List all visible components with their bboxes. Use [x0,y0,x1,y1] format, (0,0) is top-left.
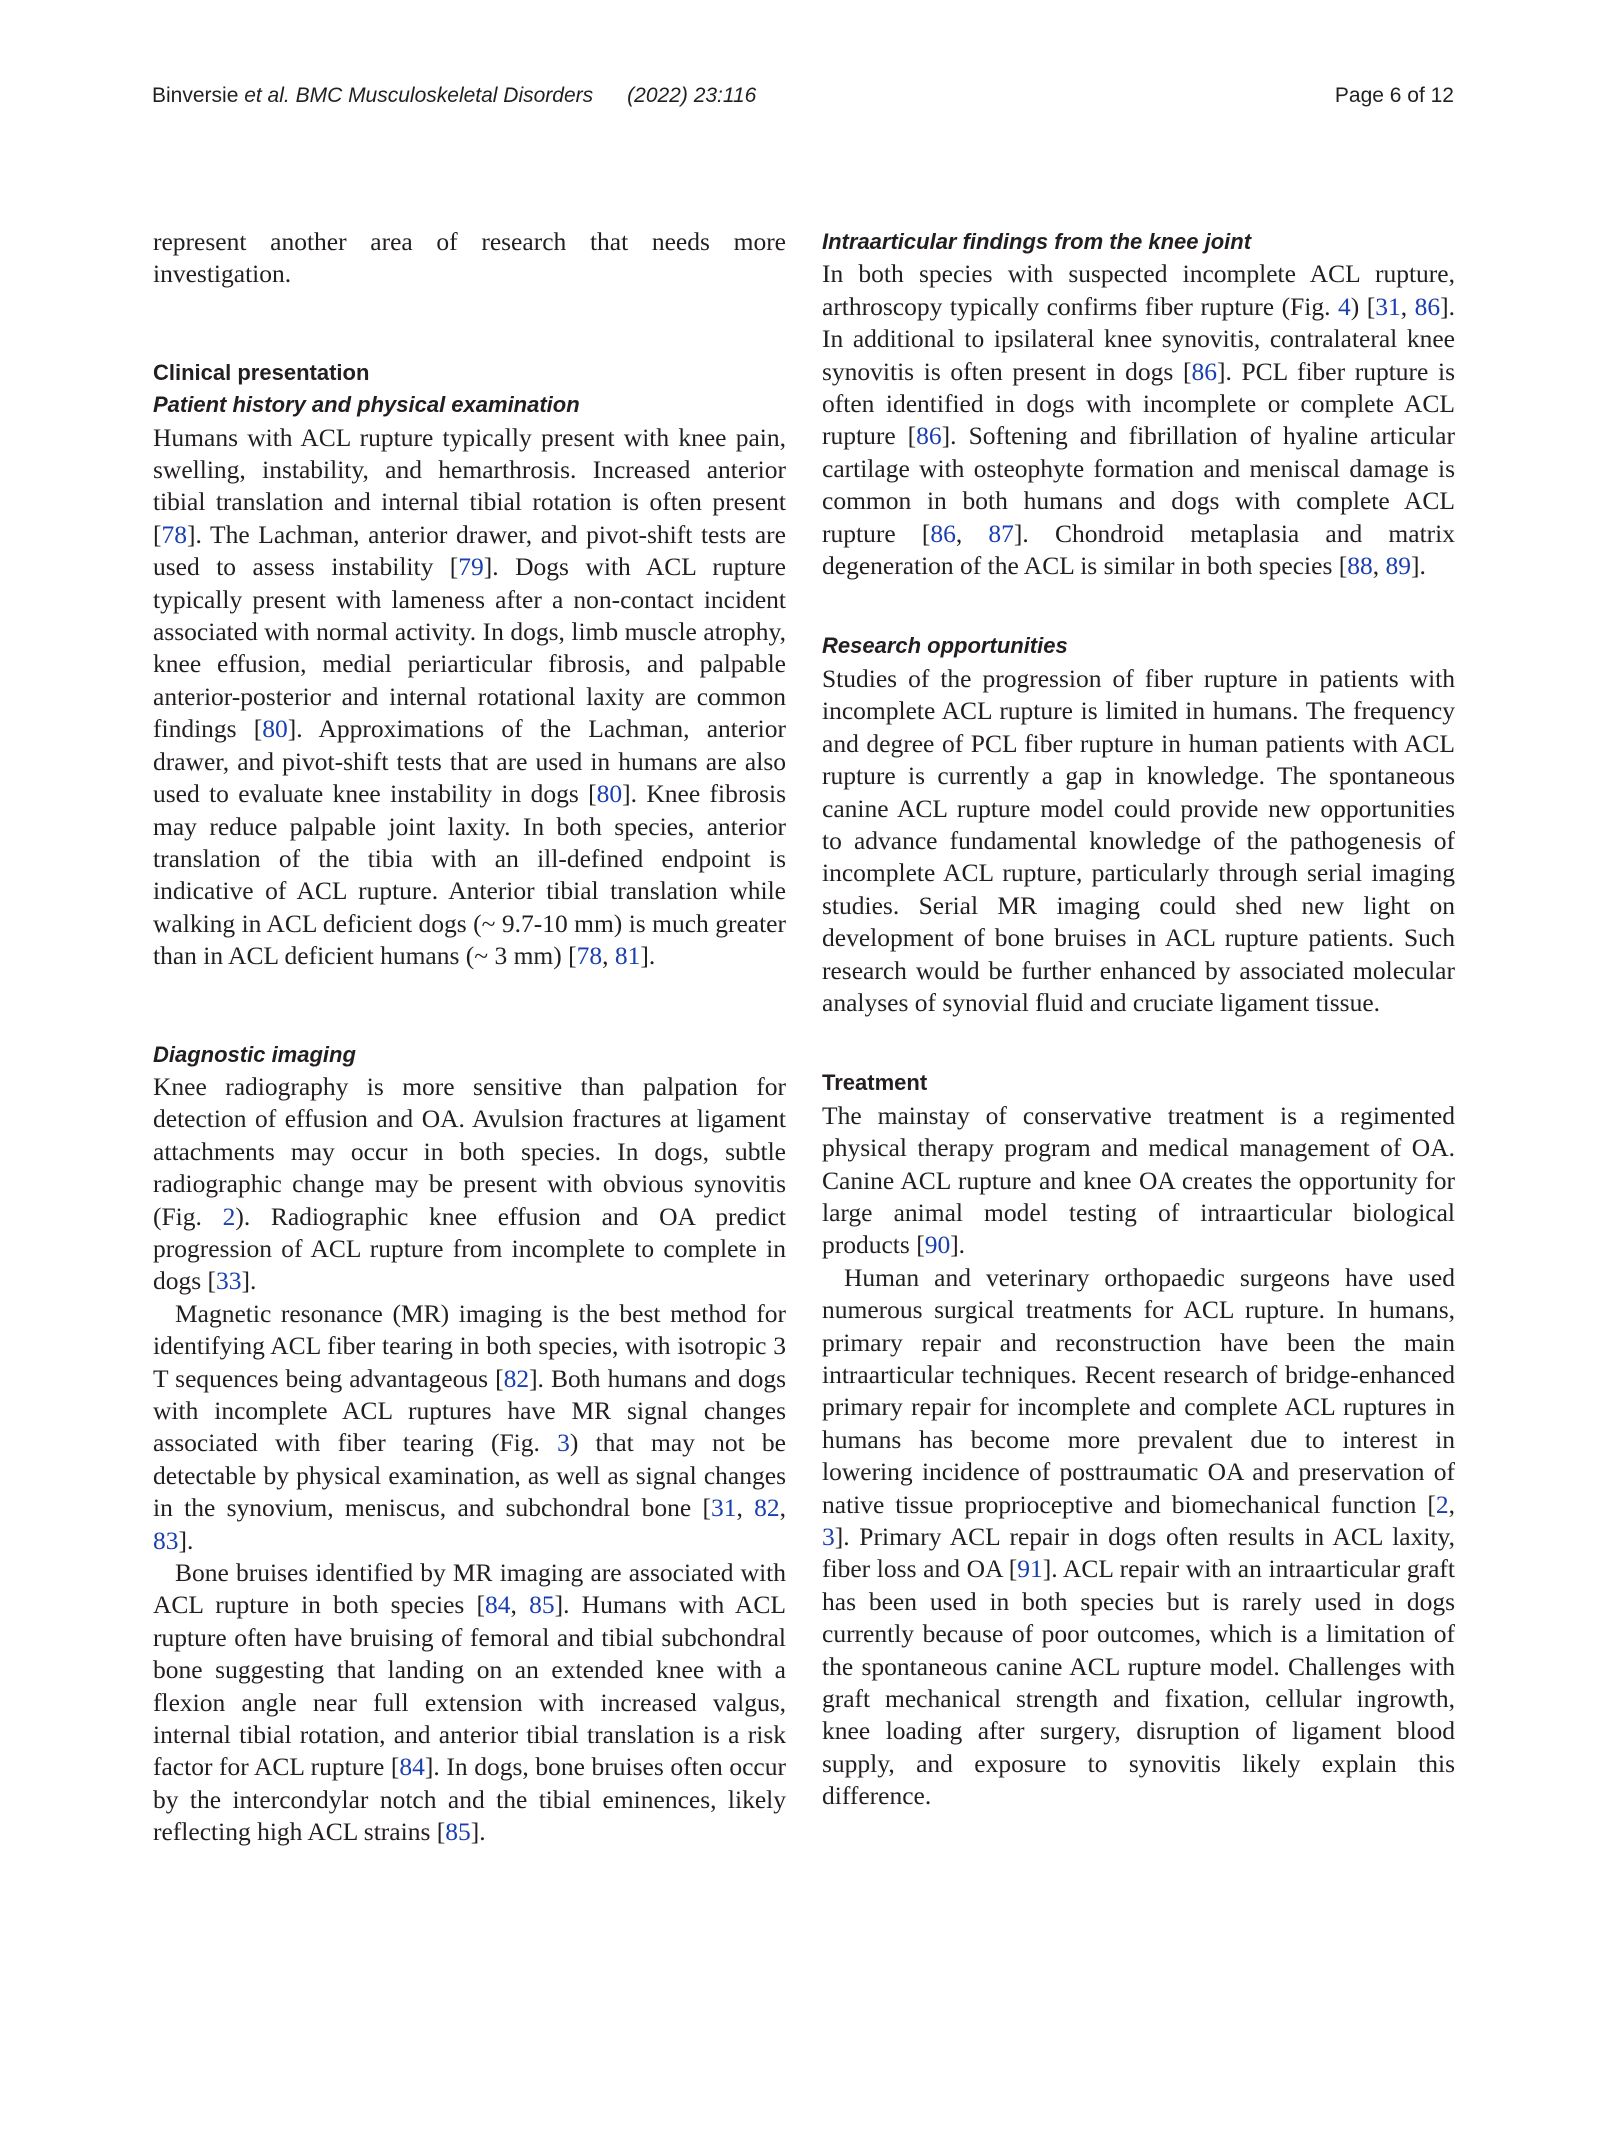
citation-link[interactable]: 90 [924,1230,951,1260]
citation-link[interactable]: 3 [557,1428,570,1458]
text-run: ]. [1410,551,1426,581]
citation-link[interactable]: 2 [222,1201,236,1231]
citation-link[interactable]: 84 [485,1590,511,1620]
paragraph-treatment-2 [822,1262,1455,1813]
citation-link[interactable]: 85 [445,1817,471,1847]
text-run: ]. The Lachman, anterior drawer, and pivot-shift tests are used to assess instability [ [153,519,786,582]
text-run: ]. In dogs, bone bruises often occur by the intercondylar notch and the tibial eminences, likely reflecting high ACL strains [ [153,1752,786,1847]
text-run: Magnetic resonance (MR) imaging is the best method for identifying ACL fiber tearing in both species, with isotropic 3 T sequences being advantageous [ [153,1298,786,1393]
citation-link[interactable]: 80 [596,779,623,809]
text-run: ]. Knee fibrosis may reduce palpable joint laxity. In both species, anterior translation of the tibia with an ill-defined endpoint is indicative of ACL rupture. Anterior tibial translation while walking in ACL deficient dogs (~ 9.7-10 mm) is much greater than in ACL deficient humans (~ 3 mm) [ [153,779,786,971]
heading-clinical-presentation: Clinical presentation [153,359,370,385]
text-run: ) that may not be detectable by physical examination, as well as signal changes in the synovium, meniscus, and subchondral bone [ [153,1428,786,1523]
citation-link[interactable]: 86 [930,518,956,548]
citation-link[interactable]: 82 [754,1493,780,1523]
citation-link[interactable]: 31 [710,1493,737,1523]
text-run: ]. [178,1525,194,1555]
citation-link[interactable]: 87 [988,518,1014,548]
citation-link[interactable]: 4 [1338,291,1351,321]
text-run: , [1448,1489,1455,1519]
text-run: , [736,1493,755,1523]
paragraph-imaging-3 [153,1557,786,1849]
text-run: ]. Both humans and dogs with incomplete ACL ruptures have MR signal changes associated with fiber tearing (Fig. [153,1363,786,1458]
citation-link[interactable]: 80 [262,714,288,744]
text-run: , [510,1590,530,1620]
citation-link[interactable]: 78 [161,519,187,549]
left-column [153,226,786,1849]
text-run: , [602,941,615,971]
citation-link[interactable]: 33 [216,1266,242,1296]
text-run: ]. Dogs with ACL rupture typically present with lameness after a non-contact incident associated with normal activity. In dogs, limb muscle atrophy, knee effusion, medial periarticular fibrosis, and palpable anterior-posterior and internal rotational laxity are common findings [ [153,552,787,744]
heading-diagnostic-imaging: Diagnostic imaging [153,1041,356,1067]
text-run: ]. Approximations of the Lachman, anterior drawer, and pivot-shift tests that are used in humans are also used to evaluate knee instability in dogs [ [153,714,786,809]
paragraph-research [822,663,1455,1019]
text-run: In both species with suspected incomplete ACL rupture, arthroscopy typically confirms fiber rupture (Fig. [822,259,1455,321]
text-run: Human and veterinary orthopaedic surgeons have used numerous surgical treatments for ACL rupture. In humans, primary repair and reconstruction have been the main intraarticular techniques. Recent research of bridge-enhanced primary repair for incomplete and complete ACL ruptures in humans has become more prevalent due to interest in lowering incidence of posttraumatic OA and preservation of native tissue proprioceptive and biomechanical function [ [822,1262,1455,1519]
text-run: ]. Humans with ACL rupture often have bruising of femoral and tibial subchondral bone suggesting that landing on an extended knee with a flexion angle near full extension with increased valgus, internal tibial rotation, and anterior tibial translation is a risk factor for ACL rupture [ [153,1590,786,1782]
running-header [152,84,756,108]
citation-link[interactable]: 78 [576,941,603,971]
text-run: ]. In additional to ipsilateral knee synovitis, contralateral knee synovitis is often present in dogs [ [822,291,1456,386]
citation-link[interactable]: 85 [529,1590,555,1620]
text-run: Studies of the progression of fiber rupture in patients with incomplete ACL rupture is limited in humans. The frequency and degree of PCL fiber rupture in human patients with ACL rupture is currently a gap in knowledge. The spontaneous canine ACL rupture model could provide new opportunities to advance fundamental knowledge of the pathogenesis of incomplete ACL rupture, particularly through serial imaging studies. Serial MR imaging could shed new light on development of bone bruises in ACL rupture patients. Such research would be further enhanced by associated molecular analyses of synovial fluid and cruciate ligament tissue. [822,663,1455,1017]
citation-link[interactable]: 86 [1414,291,1441,321]
heading-treatment: Treatment [822,1070,928,1096]
text-run: , [955,518,989,548]
paragraph-intro [153,226,786,291]
citation-link[interactable]: 86 [1191,356,1217,386]
citation-link[interactable]: 91 [1017,1554,1043,1584]
header-year-volume: (2022) 23:116 [627,84,757,107]
citation-link[interactable]: 83 [153,1525,179,1555]
text-run: ). Radiographic knee effusion and OA predict progression of ACL rupture from incomplete to complete in dogs [ [153,1201,786,1296]
right-column [822,226,1455,1813]
text-run: ]. Chondroid metaplasia and matrix degeneration of the ACL is similar in both species [ [822,518,1455,581]
citation-link[interactable]: 81 [614,941,641,971]
header-authors: Binversie [152,84,245,107]
text-run: represent another area of research that needs more investigation. [153,227,786,289]
citation-link[interactable]: 88 [1347,551,1373,581]
citation-link[interactable]: 3 [822,1522,835,1552]
paragraph-imaging-2 [153,1298,786,1557]
text-run: ]. Primary ACL repair in dogs often results in ACL laxity, fiber loss and OA [ [822,1522,1455,1584]
text-run: ) [ [1350,291,1376,321]
text-run: ]. [241,1266,257,1296]
text-run: Humans with ACL rupture typically present with knee pain, swelling, instability, and hemarthrosis. Increased anterior tibial translation and internal tibial rotation is often present [ [153,422,786,549]
text-run: ]. PCL fiber rupture is often identified in dogs with incomplete or complete ACL rupture [ [822,356,1456,451]
header-journal: et al. BMC Musculoskeletal Disorders [244,84,594,107]
heading-patient-history: Patient history and physical examination [153,392,580,418]
text-run: Bone bruises identified by MR imaging are associated with ACL rupture in both species [ [153,1558,786,1620]
heading-intraarticular-findings: Intraarticular findings from the knee joint [822,229,1252,254]
text-run: , [779,1493,786,1523]
citation-link[interactable]: 79 [458,552,484,582]
citation-link[interactable]: 31 [1375,291,1401,321]
citation-link[interactable]: 84 [399,1752,425,1782]
paragraph-patient-history [153,422,786,973]
text-run: ]. [470,1817,486,1847]
text-run: ]. [640,941,656,971]
text-run: ]. ACL repair with an intraarticular graft has been used in both species but is rarely used in dogs currently because of poor outcomes, which is a limitation of the spontaneous canine ACL rupture model. Challenges with graft mechanical strength and fixation, cellular ingrowth, knee loading after surgery, disruption of ligament blood supply, and exposure to synovitis likely explain this difference. [822,1554,1455,1811]
citation-link[interactable]: 86 [916,421,942,451]
citation-link[interactable]: 89 [1385,551,1411,581]
text-run: Knee radiography is more sensitive than palpation for detection of effusion and OA. Avulsion fractures at ligament attachments may occur in both species. In dogs, subtle radiographic change may be present with obvious synovitis (Fig. [153,1071,786,1231]
paragraph-treatment-1 [822,1100,1455,1262]
text-run: The mainstay of conservative treatment is a regimented physical therapy program and medical management of OA. Canine ACL rupture and knee OA creates the opportunity for large animal model testing of intraarticular biological products [ [822,1100,1455,1260]
heading-research-opportunities: Research opportunities [822,633,1068,659]
page-number: Page 6 of 12 [1334,84,1454,107]
text-run: ]. Softening and fibrillation of hyaline articular cartilage with osteophyte formation and meniscal damage is common in both humans and dogs with complete ACL rupture [ [822,421,1455,548]
paragraph-imaging-1 [153,1071,786,1298]
text-run: , [1372,551,1386,581]
text-run: , [1400,291,1415,321]
citation-link[interactable]: 82 [503,1363,530,1393]
paragraph-intraarticular [822,258,1455,582]
citation-link[interactable]: 2 [1435,1489,1449,1519]
text-run: ]. [950,1230,966,1260]
